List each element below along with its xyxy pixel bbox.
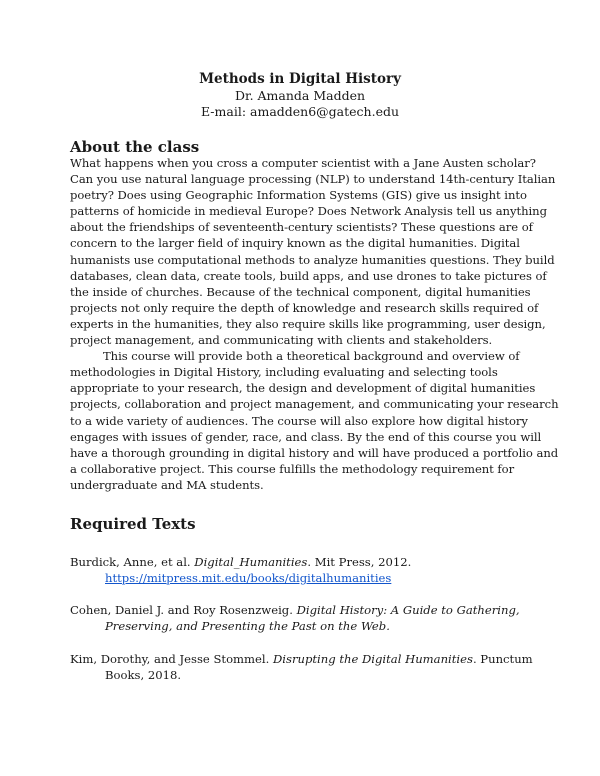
text-line: appropriate to your research, the design and development of digital humanities [70,381,536,396]
text-line: a collaborative project. This course fulfills the methodology requirement for [70,461,515,476]
reference-authors: Kim, Dorothy, and Jesse Stommel. [70,652,273,666]
reference-line: Books, 2018. [105,668,182,683]
text-line: projects not only require the depth of knowledge and research skills required of [70,300,539,315]
text-line: project management, and communicating with clients and stakeholders. [70,333,493,348]
text-line: engages with issues of gender, race, and class. By the end of this course you will [70,429,542,444]
reference-line [70,651,540,667]
document-title: Methods in Digital History [199,71,401,87]
text-line: patterns of homicide in medieval Europe? Does Network Analysis tell us anything [70,204,547,219]
reference-title: Disrupting the Digital Humanities [273,652,473,666]
text-line: projects, collaboration and project management, and communicating your research [70,397,559,412]
text-line: What happens when you cross a computer scientist with a Jane Austen scholar? [70,156,536,170]
reference-publisher: . Punctum [472,652,533,666]
about-paragraph-1 [70,155,559,493]
reference-line [70,570,540,586]
reference-cohen [70,602,540,634]
text-line: This course will provide both a theoretical background and overview of [103,349,520,364]
text-line: concern to the larger field of inquiry known as the digital humanities. Digital [70,236,520,251]
reference-title: Digital History: A Guide to Gathering, [296,603,520,617]
author-email: E-mail: amadden6@gatech.edu [200,104,400,119]
reference-kim [70,651,540,683]
reference-publisher: . Mit Press, 2012. [307,555,412,569]
reference-link[interactable]: https://mitpress.mit.edu/books/digitalhumanities [105,571,392,586]
author-name: Dr. Amanda Madden [234,88,366,103]
reference-line [70,602,540,618]
text-line: experts in the humanities, they also require skills like programming, user design, [70,316,546,331]
reference-title: Digital_Humanities [194,555,308,569]
text-line: Can you use natural language processing (NLP) to understand 14th-century Italian [70,172,556,187]
reference-title: Preserving, and Presenting the Past on the Web. [105,619,390,634]
text-line: undergraduate and MA students. [70,477,264,492]
required-texts-heading: Required Texts [70,515,196,533]
text-line: databases, clean data, create tools, build apps, and use drones to take pictures of [70,268,547,283]
reference-authors: Cohen, Daniel J. and Roy Rosenzweig. [70,603,297,617]
text-line: have a thorough grounding in digital history and will have produced a portfolio and [70,445,559,460]
text-line: methodologies in Digital History, including evaluating and selecting tools [70,365,498,380]
text-line: poetry? Does using Geographic Information Systems (GIS) give us insight into [70,188,527,203]
reference-line [70,554,540,570]
reference-burdick [70,554,540,586]
text-line: the inside of churches. Because of the technical component, digital humanities [70,284,531,299]
reference-authors: Burdick, Anne, et al. [70,555,195,569]
reference-line [70,618,540,634]
text-line: to a wide variety of audiences. The course will also explore how digital history [70,413,528,428]
text-line: humanists use computational methods to analyze humanities questions. They build [70,252,555,267]
about-heading: About the class [70,138,200,156]
text-line: about the friendships of seventeenth-century scientists? These questions are of [70,220,533,235]
